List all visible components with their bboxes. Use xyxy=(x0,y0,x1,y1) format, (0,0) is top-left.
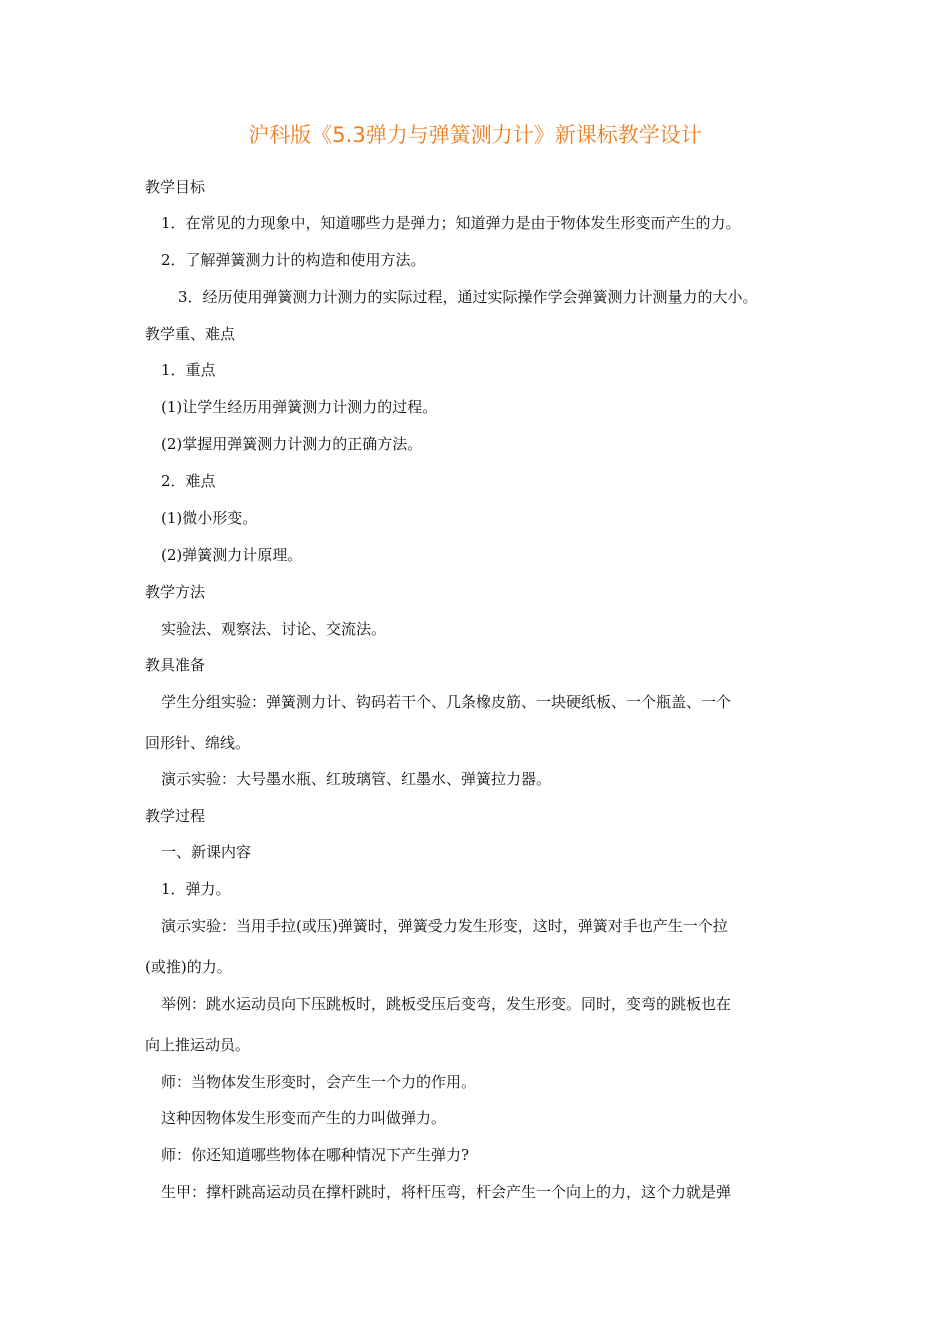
heading-teaching-process: 教学过程 xyxy=(145,807,206,825)
paragraph-line: (或推)的力。 xyxy=(145,958,232,976)
paragraph-line: 师：你还知道哪些物体在哪种情况下产生弹力? xyxy=(161,1146,470,1164)
difficulty-item: (2)弹簧测力计原理。 xyxy=(161,546,303,564)
paragraph-line: 师：当物体发生形变时，会产生一个力的作用。 xyxy=(161,1073,477,1091)
heading-key-difficulties: 教学重、难点 xyxy=(145,325,236,343)
heading-teaching-method: 教学方法 xyxy=(145,583,206,601)
heading-teaching-tools: 教具准备 xyxy=(145,656,206,674)
goal-item: 3．经历使用弹簧测力计测力的实际过程，通过实际操作学会弹簧测力计测量力的大小。 xyxy=(178,288,758,306)
process-item-title: 1．弹力。 xyxy=(161,880,231,898)
process-section-title: 一、新课内容 xyxy=(161,843,252,861)
paragraph-line: 向上推运动员。 xyxy=(145,1036,251,1054)
paragraph-line: 举例：跳水运动员向下压跳板时，跳板受压后变弯，发生形变。同时，变弯的跳板也在 xyxy=(161,995,732,1013)
difficulties-label: 2．难点 xyxy=(161,472,216,490)
document-title: 沪科版《5.3弹力与弹簧测力计》新课标教学设计 xyxy=(248,123,702,147)
tools-student-line: 回形针、绵线。 xyxy=(145,734,251,752)
paragraph-line: 这种因物体发生形变而产生的力叫做弹力。 xyxy=(161,1109,447,1127)
goal-item: 2．了解弹簧测力计的构造和使用方法。 xyxy=(161,251,426,269)
key-points-label: 1．重点 xyxy=(161,361,216,379)
tools-demo-line: 演示实验：大号墨水瓶、红玻璃管、红墨水、弹簧拉力器。 xyxy=(161,770,552,788)
key-point-item: (2)掌握用弹簧测力计测力的正确方法。 xyxy=(161,435,423,453)
tools-student-line: 学生分组实验：弹簧测力计、钩码若干个、几条橡皮筋、一块硬纸板、一个瓶盖、一个 xyxy=(161,693,732,711)
paragraph-line: 生甲：撑杆跳高运动员在撑杆跳时，将杆压弯，杆会产生一个向上的力，这个力就是弹 xyxy=(161,1183,732,1201)
goal-item: 1．在常见的力现象中，知道哪些力是弹力；知道弹力是由于物体发生形变而产生的力。 xyxy=(161,214,741,232)
paragraph-line: 演示实验：当用手拉(或压)弹簧时，弹簧受力发生形变，这时，弹簧对手也产生一个拉 xyxy=(161,917,728,935)
method-text: 实验法、观察法、讨论、交流法。 xyxy=(161,620,387,638)
key-point-item: (1)让学生经历用弹簧测力计测力的过程。 xyxy=(161,398,438,416)
heading-teaching-goals: 教学目标 xyxy=(145,178,206,196)
difficulty-item: (1)微小形变。 xyxy=(161,509,258,527)
